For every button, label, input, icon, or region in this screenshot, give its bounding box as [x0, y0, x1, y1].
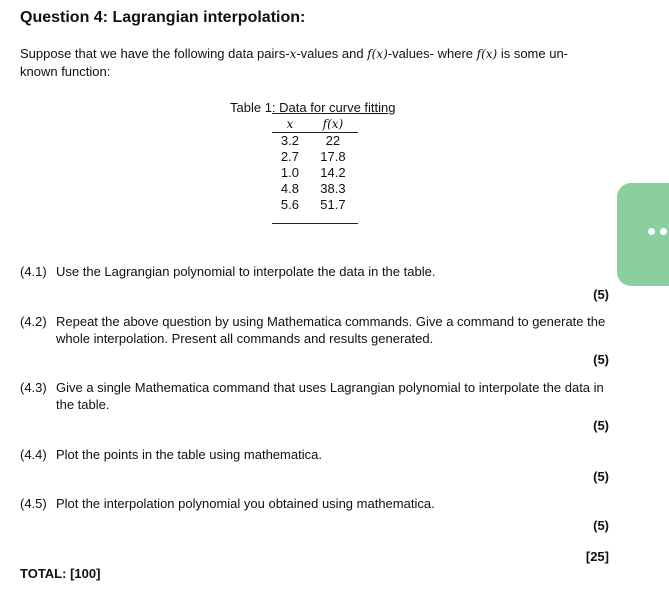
subtotal-points: [25] — [585, 549, 609, 564]
table-header-row — [272, 114, 358, 133]
question-number: (4.3) — [20, 380, 47, 395]
table-row — [272, 133, 358, 150]
col-header-x: x — [286, 117, 294, 131]
intro-text-2: -values and — [296, 46, 368, 61]
intro-text-3: -values- where — [387, 46, 477, 61]
handle-dot-icon — [660, 228, 667, 235]
cell-fx: 22 — [325, 133, 341, 148]
cell-fx: 51.7 — [308, 197, 358, 224]
intro-text-4: is some un- — [497, 46, 569, 61]
question-text: Give a single Mathematica command that uses Lagrangian polynomial to interpolate the data in the table. — [56, 380, 604, 412]
question-title: Question 4: Lagrangian interpolation: — [20, 9, 306, 26]
question-4-1 — [20, 263, 616, 280]
question-number: (4.2) — [20, 314, 47, 329]
points-4-1: (5) — [593, 287, 609, 302]
col-header-fx: f(x) — [322, 117, 344, 131]
points-4-5: (5) — [593, 518, 609, 533]
var-fx-2: f(x) — [476, 47, 498, 61]
cell-x: 3.2 — [280, 133, 299, 148]
var-fx: f(x) — [367, 47, 388, 61]
handle-dot-icon — [648, 228, 655, 235]
cell-x: 1.0 — [280, 165, 299, 180]
cell-fx: 14.2 — [320, 165, 346, 180]
points-4-4: (5) — [593, 469, 609, 484]
intro-text-5: known function: — [20, 64, 111, 79]
total-points: TOTAL: [100] — [20, 566, 101, 581]
points-4-2: (5) — [593, 352, 609, 367]
points-4-3: (5) — [593, 418, 609, 433]
question-text: Use the Lagrangian polynomial to interpolate the data in the table. — [56, 264, 436, 279]
question-number: (4.4) — [20, 447, 47, 462]
question-4-3 — [20, 379, 616, 413]
caption-prefix: Table 1: — [230, 100, 280, 115]
var-x: x — [289, 47, 297, 61]
cell-fx: 38.3 — [320, 181, 346, 196]
intro-text-1: Suppose that we have the following data pairs- — [20, 46, 290, 61]
cell-x: 2.7 — [280, 149, 299, 164]
data-table — [272, 113, 358, 224]
table-row — [272, 181, 358, 197]
question-4-4 — [20, 446, 616, 463]
cell-fx: 17.8 — [320, 149, 346, 164]
table-row — [272, 165, 358, 181]
question-text: Plot the points in the table using mathematica. — [56, 447, 322, 462]
question-4-2 — [20, 313, 616, 347]
question-text: Repeat the above question by using Mathematica commands. Give a command to generate the whole interpolation. Present all commands and results generated. — [56, 314, 606, 346]
cell-x: 4.8 — [280, 181, 299, 196]
question-text: Plot the interpolation polynomial you obtained using mathematica. — [56, 496, 435, 511]
question-number: (4.1) — [20, 264, 47, 279]
question-4-5 — [20, 495, 616, 512]
table-row — [272, 149, 358, 165]
table-row — [272, 197, 358, 224]
question-number: (4.5) — [20, 496, 47, 511]
caption-title: Data for curve fitting — [279, 100, 396, 115]
intro-paragraph — [20, 45, 615, 79]
cell-x: 5.6 — [272, 197, 308, 224]
